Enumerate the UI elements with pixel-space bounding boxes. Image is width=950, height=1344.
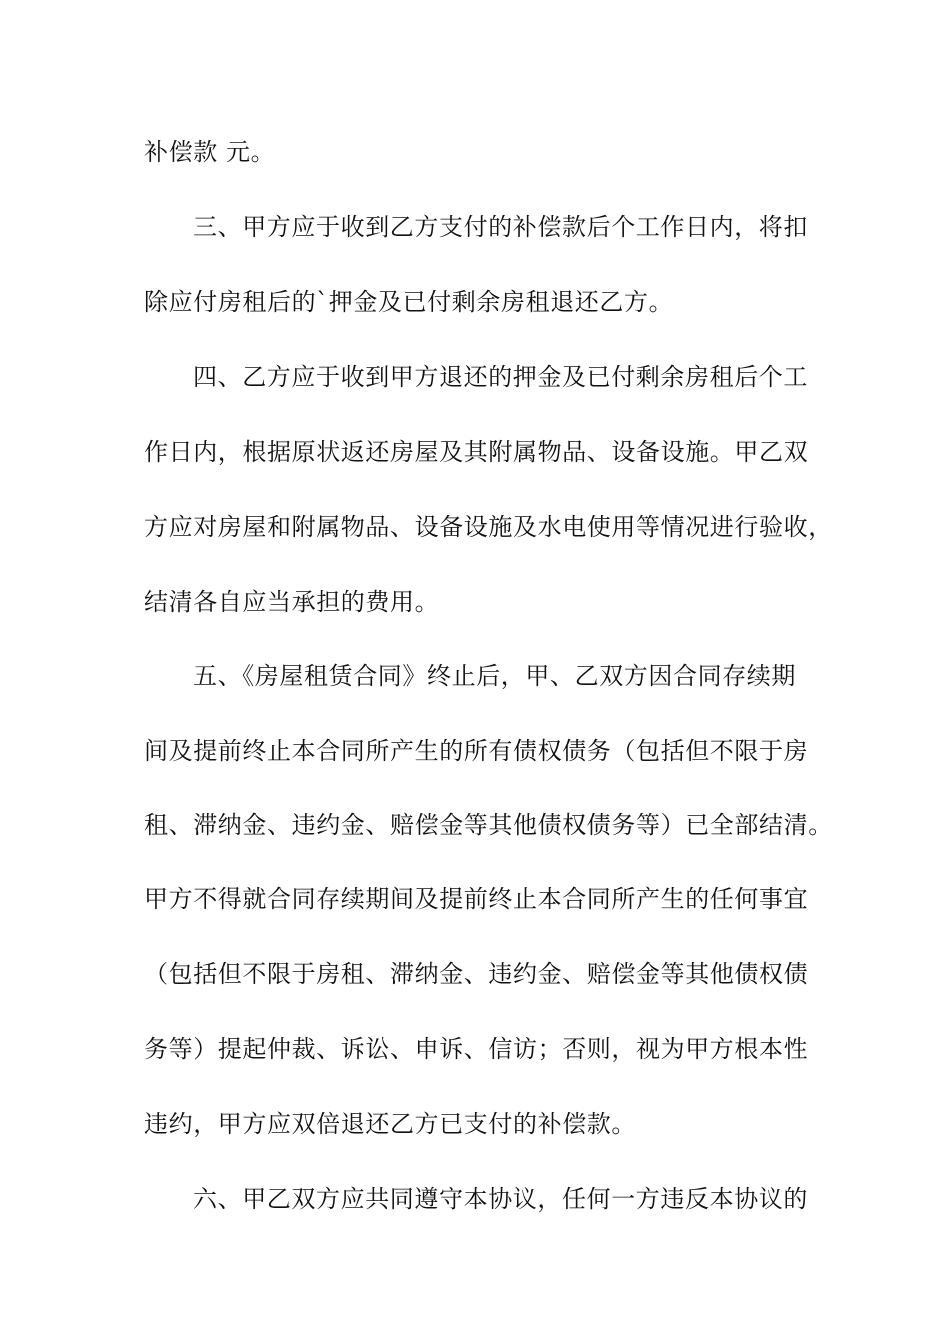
text-line-11: 甲方不得就合同存续期间及提前终止本合同所产生的任何事宜 <box>144 885 809 913</box>
text-line-6: 方应对房屋和附属物品、设备设施及水电使用等情况进行验收， <box>144 513 833 541</box>
text-line-14: 违约，甲方应双倍退还乙方已支付的补偿款。 <box>144 1110 636 1138</box>
paragraph-3-start: 三、甲方应于收到乙方支付的补偿款后个工作日内，将扣 <box>193 213 808 241</box>
text-line-13: 务等）提起仲裁、诉讼、申诉、信访；否则，视为甲方根本性 <box>144 1035 809 1063</box>
text-line-5: 作日内，根据原状返还房屋及其附属物品、设备设施。甲乙双 <box>144 438 809 466</box>
text-line-9: 间及提前终止本合同所产生的所有债权债务（包括但不限于房 <box>144 737 809 765</box>
paragraph-6-start: 六、甲乙双方应共同遵守本协议，任何一方违反本协议的 <box>193 1185 808 1213</box>
paragraph-4-start: 四、乙方应于收到甲方退还的押金及已付剩余房租后个工 <box>193 363 808 391</box>
text-line-3: 除应付房租后的`押金及已付剩余房租退还乙方。 <box>144 288 674 316</box>
text-line-10: 租、滞纳金、违约金、赔偿金等其他债权债务等）已全部结清。 <box>144 811 833 839</box>
paragraph-5-start: 五、《房屋租赁合同》终止后，甲、乙双方因合同存续期 <box>193 662 796 690</box>
text-line-1: 补偿款 元。 <box>144 138 276 166</box>
text-line-7: 结清各自应当承担的费用。 <box>144 588 440 616</box>
text-line-12: （包括但不限于房租、滞纳金、违约金、赔偿金等其他债权债 <box>144 960 809 988</box>
